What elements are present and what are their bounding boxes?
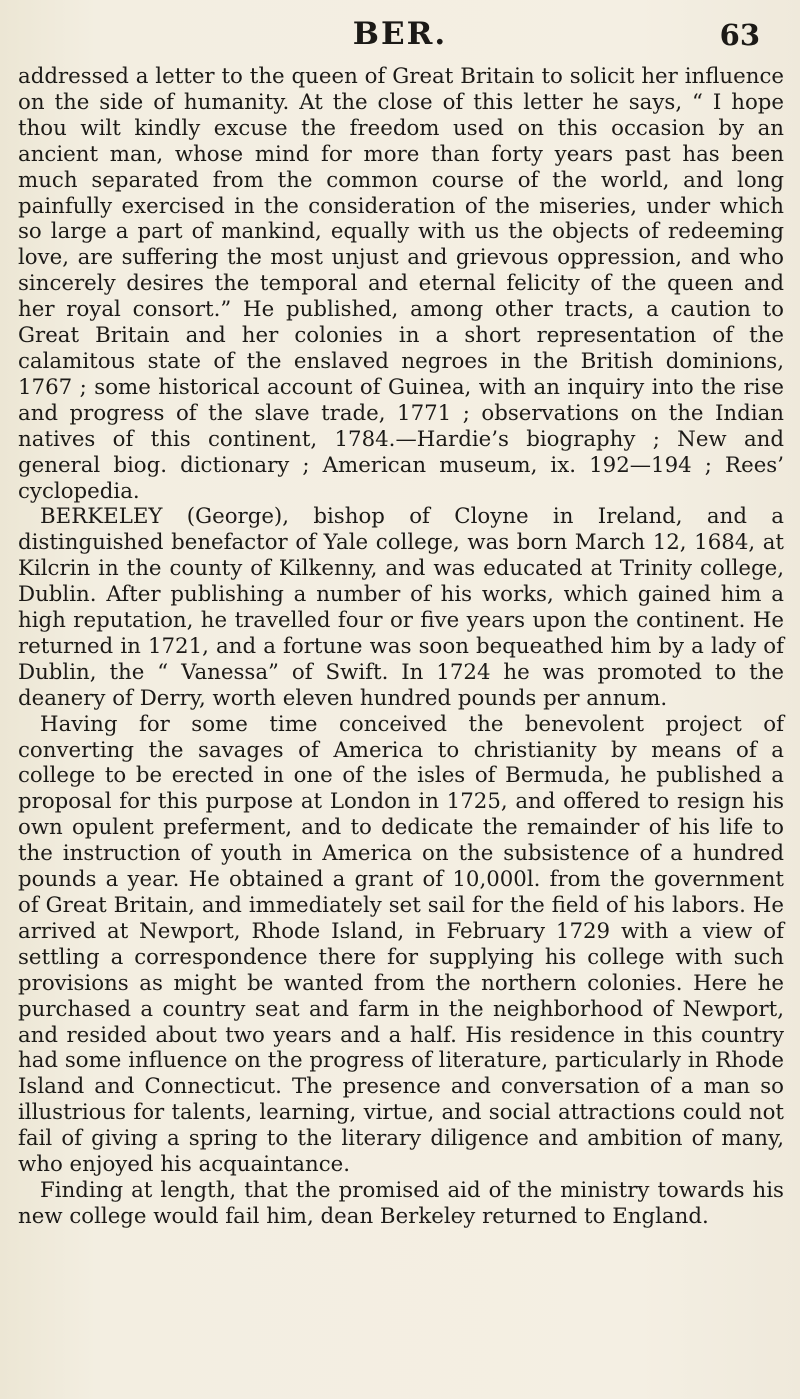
paragraph-4 — [18, 1178, 784, 1230]
running-head: BER. — [352, 16, 448, 52]
paragraph-3 — [18, 712, 784, 1178]
paragraph-text: Finding at length, that the promised aid of the ministry towards his new college would fail him, dean Berkeley returned to England. — [18, 1177, 784, 1229]
paragraph-1 — [18, 64, 784, 504]
paragraph-text: (George), bishop of Cloyne in Ireland, and a distinguished benefactor of Yale college, was born March 12, 1684, at Kilcrin in the county of Kilkenny, and was educated at Trinity college, Dublin. After publishing a number of his works, which gained him a high reputation, he travelled four or five years upon the continent. He returned in 1721, and a fortune was soon bequeathed him by a lady of Dublin, the “ Vanessa” of Swift. In 1724 he was promoted to the deanery of Derry, worth eleven hundred pounds per annum. — [18, 504, 784, 711]
paragraph-2 — [18, 504, 784, 711]
body-text — [18, 64, 784, 1230]
page-number: 63 — [719, 18, 760, 52]
entry-head: BERKELEY — [40, 504, 163, 530]
paragraph-text: addressed a letter to the queen of Great Britain to solicit her influence on the side of humanity. At the close of this letter he says, “ I hope thou wilt kindly excuse the freedom used on this occasion by an ancient man, whose mind for more than forty years past has been much separated from the common course of the world, and long painfully exercised in the consideration of the miseries, under which so large a part of mankind, equally with us the objects of redeeming love, are suffering the most unjust and grievous oppression, and who sincerely desires the temporal and eternal felicity of the queen and her royal consort.” He published, among other tracts, a caution to Great Britain and her colonies in a short representation of the calamitous state of the enslaved negroes in the British dominions, 1767 ; some historical account of Guinea, with an inquiry into the rise and progress of the slave trade, 1771 ; observations on the Indian natives of this continent, 1784.—Hardie’s biography ; New and general biog. dictionary ; American museum, ix. 192—194 ; Rees’ cyclopedia. — [18, 64, 784, 504]
page-header — [40, 8, 760, 58]
paragraph-text: Having for some time conceived the benevolent project of converting the savages of America to christianity by means of a college to be erected in one of the isles of Bermuda, he published a proposal for this purpose at London in 1725, and offered to resign his own opulent preferment, and to dedicate the remainder of his life to the instruction of youth in America on the subsistence of a hundred pounds a year. He obtained a grant of 10,000l. from the government of Great Britain, and immediately set sail for the field of his labors. He arrived at Newport, Rhode Island, in February 1729 with a view of settling a correspondence there for supplying his college with such provisions as might be wanted from the northern colonies. Here he purchased a country seat and farm in the neighborhood of Newport, and resided about two years and a half. His residence in this country had some influence on the progress of literature, particularly in Rhode Island and Connecticut. The presence and conversation of a man so illustrious for talents, learning, virtue, and social attractions could not fail of giving a spring to the literary diligence and ambition of many, who enjoyed his acquaintance. — [18, 711, 784, 1178]
